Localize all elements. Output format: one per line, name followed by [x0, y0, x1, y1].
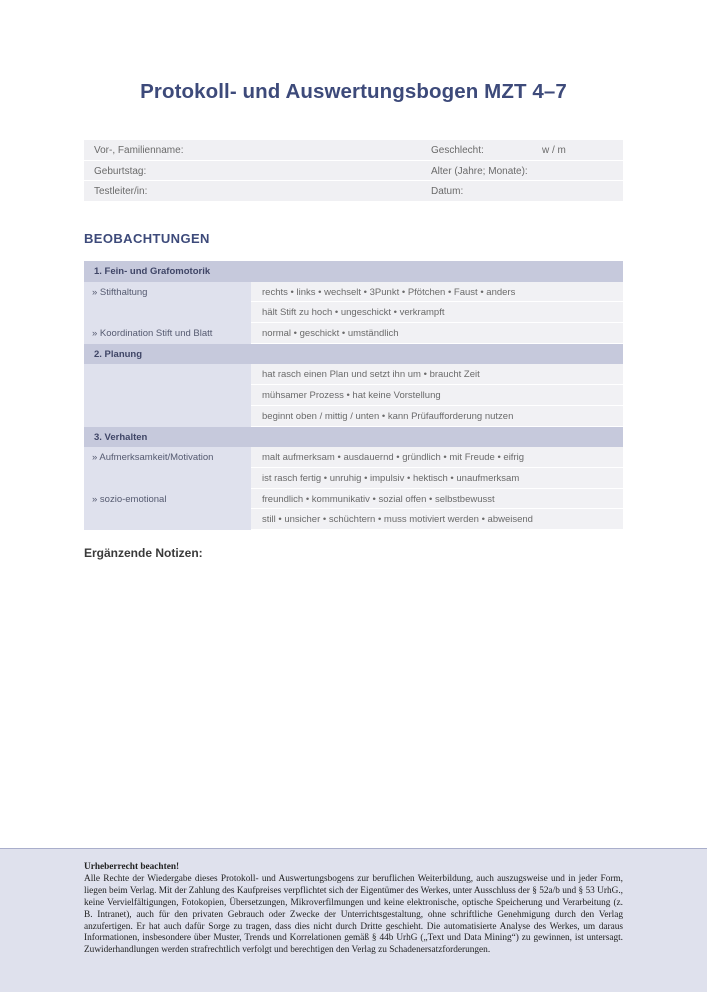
group-header-behavior: 3. Verhalten: [84, 427, 623, 448]
row-options: hat rasch einen Plan und setzt ihn um • braucht Zeit: [251, 364, 623, 385]
observations-table: [84, 261, 623, 530]
table-row: [84, 468, 623, 489]
row-label: » Koordination Stift und Blatt: [84, 323, 251, 344]
notes-heading: Ergänzende Notizen:: [84, 546, 203, 560]
group-header-fine-motor: 1. Fein- und Grafomotorik: [84, 261, 623, 282]
table-row: [84, 489, 623, 510]
row-options: ist rasch fertig • unruhig • impulsiv • hektisch • unaufmerksam: [251, 468, 623, 489]
row-options: beginnt oben / mittig / unten • kann Prüfaufforderung nutzen: [251, 406, 623, 427]
row-label: [84, 385, 251, 406]
gender-options: w / m: [542, 145, 566, 156]
table-row: [84, 302, 623, 323]
info-row-birthday: [84, 161, 623, 182]
table-row: [84, 447, 623, 468]
date-field-label: Datum:: [431, 186, 464, 198]
row-options: normal • geschickt • umständlich: [251, 323, 623, 344]
row-label: [84, 468, 251, 489]
table-row: [84, 509, 623, 530]
row-label: » Aufmerksamkeit/Motivation: [84, 447, 251, 468]
table-row: [84, 323, 623, 344]
row-label: [84, 364, 251, 385]
info-row-tester: [84, 181, 623, 202]
row-label: » sozio-emotional: [84, 489, 251, 510]
row-label: » Stifthaltung: [84, 282, 251, 303]
age-field-label: Alter (Jahre; Monate):: [431, 165, 528, 177]
copyright-text: Alle Rechte der Wiedergabe dieses Protokoll- und Auswertungsbogens zur beruflichen Weiterbildung, auch auszugsweise und in jeder Form, liegen beim Verlag. Mit der Zahlung des Kaufpreises verpflichtet sich der Eigentümer des Werkes, unter Ausschluss der § 52a/b und § 53 UrhG., keine Vervielfältigungen, Fotokopien, Übersetzungen, Mikroverfilmungen und keine elektronische, optische Speicherung und Verarbeitung (z. B. Intranet), auch für den privaten Gebrauch oder Zwecke der Unterrichtsgestaltung, ohne schriftliche Genehmigung durch den Verlag anzufertigen. Er hat auch dafür Sorge zu tragen, dass dies nicht durch Dritte geschieht. Die automatisierte Analyse des Werkes, um daraus Informationen, insbesondere über Muster, Trends und Korrelationen gemäß § 44b UrhG („Text und Data Mining“) zu gewinnen, ist untersagt. Zuwiderhandlungen werden strafrechtlich verfolgt und berechtigen den Verlag zu Schadenersatzforderungen.: [84, 873, 623, 956]
birthday-field-label: Geburtstag:: [94, 165, 147, 177]
table-row: [84, 385, 623, 406]
observations-heading: BEOBACHTUNGEN: [84, 231, 210, 246]
row-options: malt aufmerksam • ausdauernd • gründlich • mit Freude • eifrig: [251, 447, 623, 468]
table-row: [84, 406, 623, 427]
personal-info-table: [84, 140, 623, 202]
name-field-label: Vor-, Familienname:: [94, 145, 184, 156]
row-options: hält Stift zu hoch • ungeschickt • verkrampft: [251, 302, 623, 323]
row-label: [84, 302, 251, 323]
copyright-footer: [0, 848, 707, 992]
tester-field-label: Testleiter/in:: [94, 186, 148, 198]
info-row-name: [84, 140, 623, 161]
row-options: mühsamer Prozess • hat keine Vorstellung: [251, 385, 623, 406]
row-options: rechts • links • wechselt • 3Punkt • Pfötchen • Faust • anders: [251, 282, 623, 303]
gender-field-label: Geschlecht:: [431, 145, 484, 156]
group-header-planning: 2. Planung: [84, 344, 623, 365]
page-title: Protokoll- und Auswertungsbogen MZT 4–7: [140, 80, 567, 103]
table-row: [84, 282, 623, 303]
row-label: [84, 406, 251, 427]
table-row: [84, 364, 623, 385]
row-options: freundlich • kommunikativ • sozial offen • selbstbewusst: [251, 489, 623, 510]
copyright-notice: [84, 862, 623, 957]
row-options: still • unsicher • schüchtern • muss motiviert werden • abweisend: [251, 509, 623, 530]
copyright-heading: Urheberrecht beachten!: [84, 862, 180, 872]
row-label: [84, 509, 251, 530]
